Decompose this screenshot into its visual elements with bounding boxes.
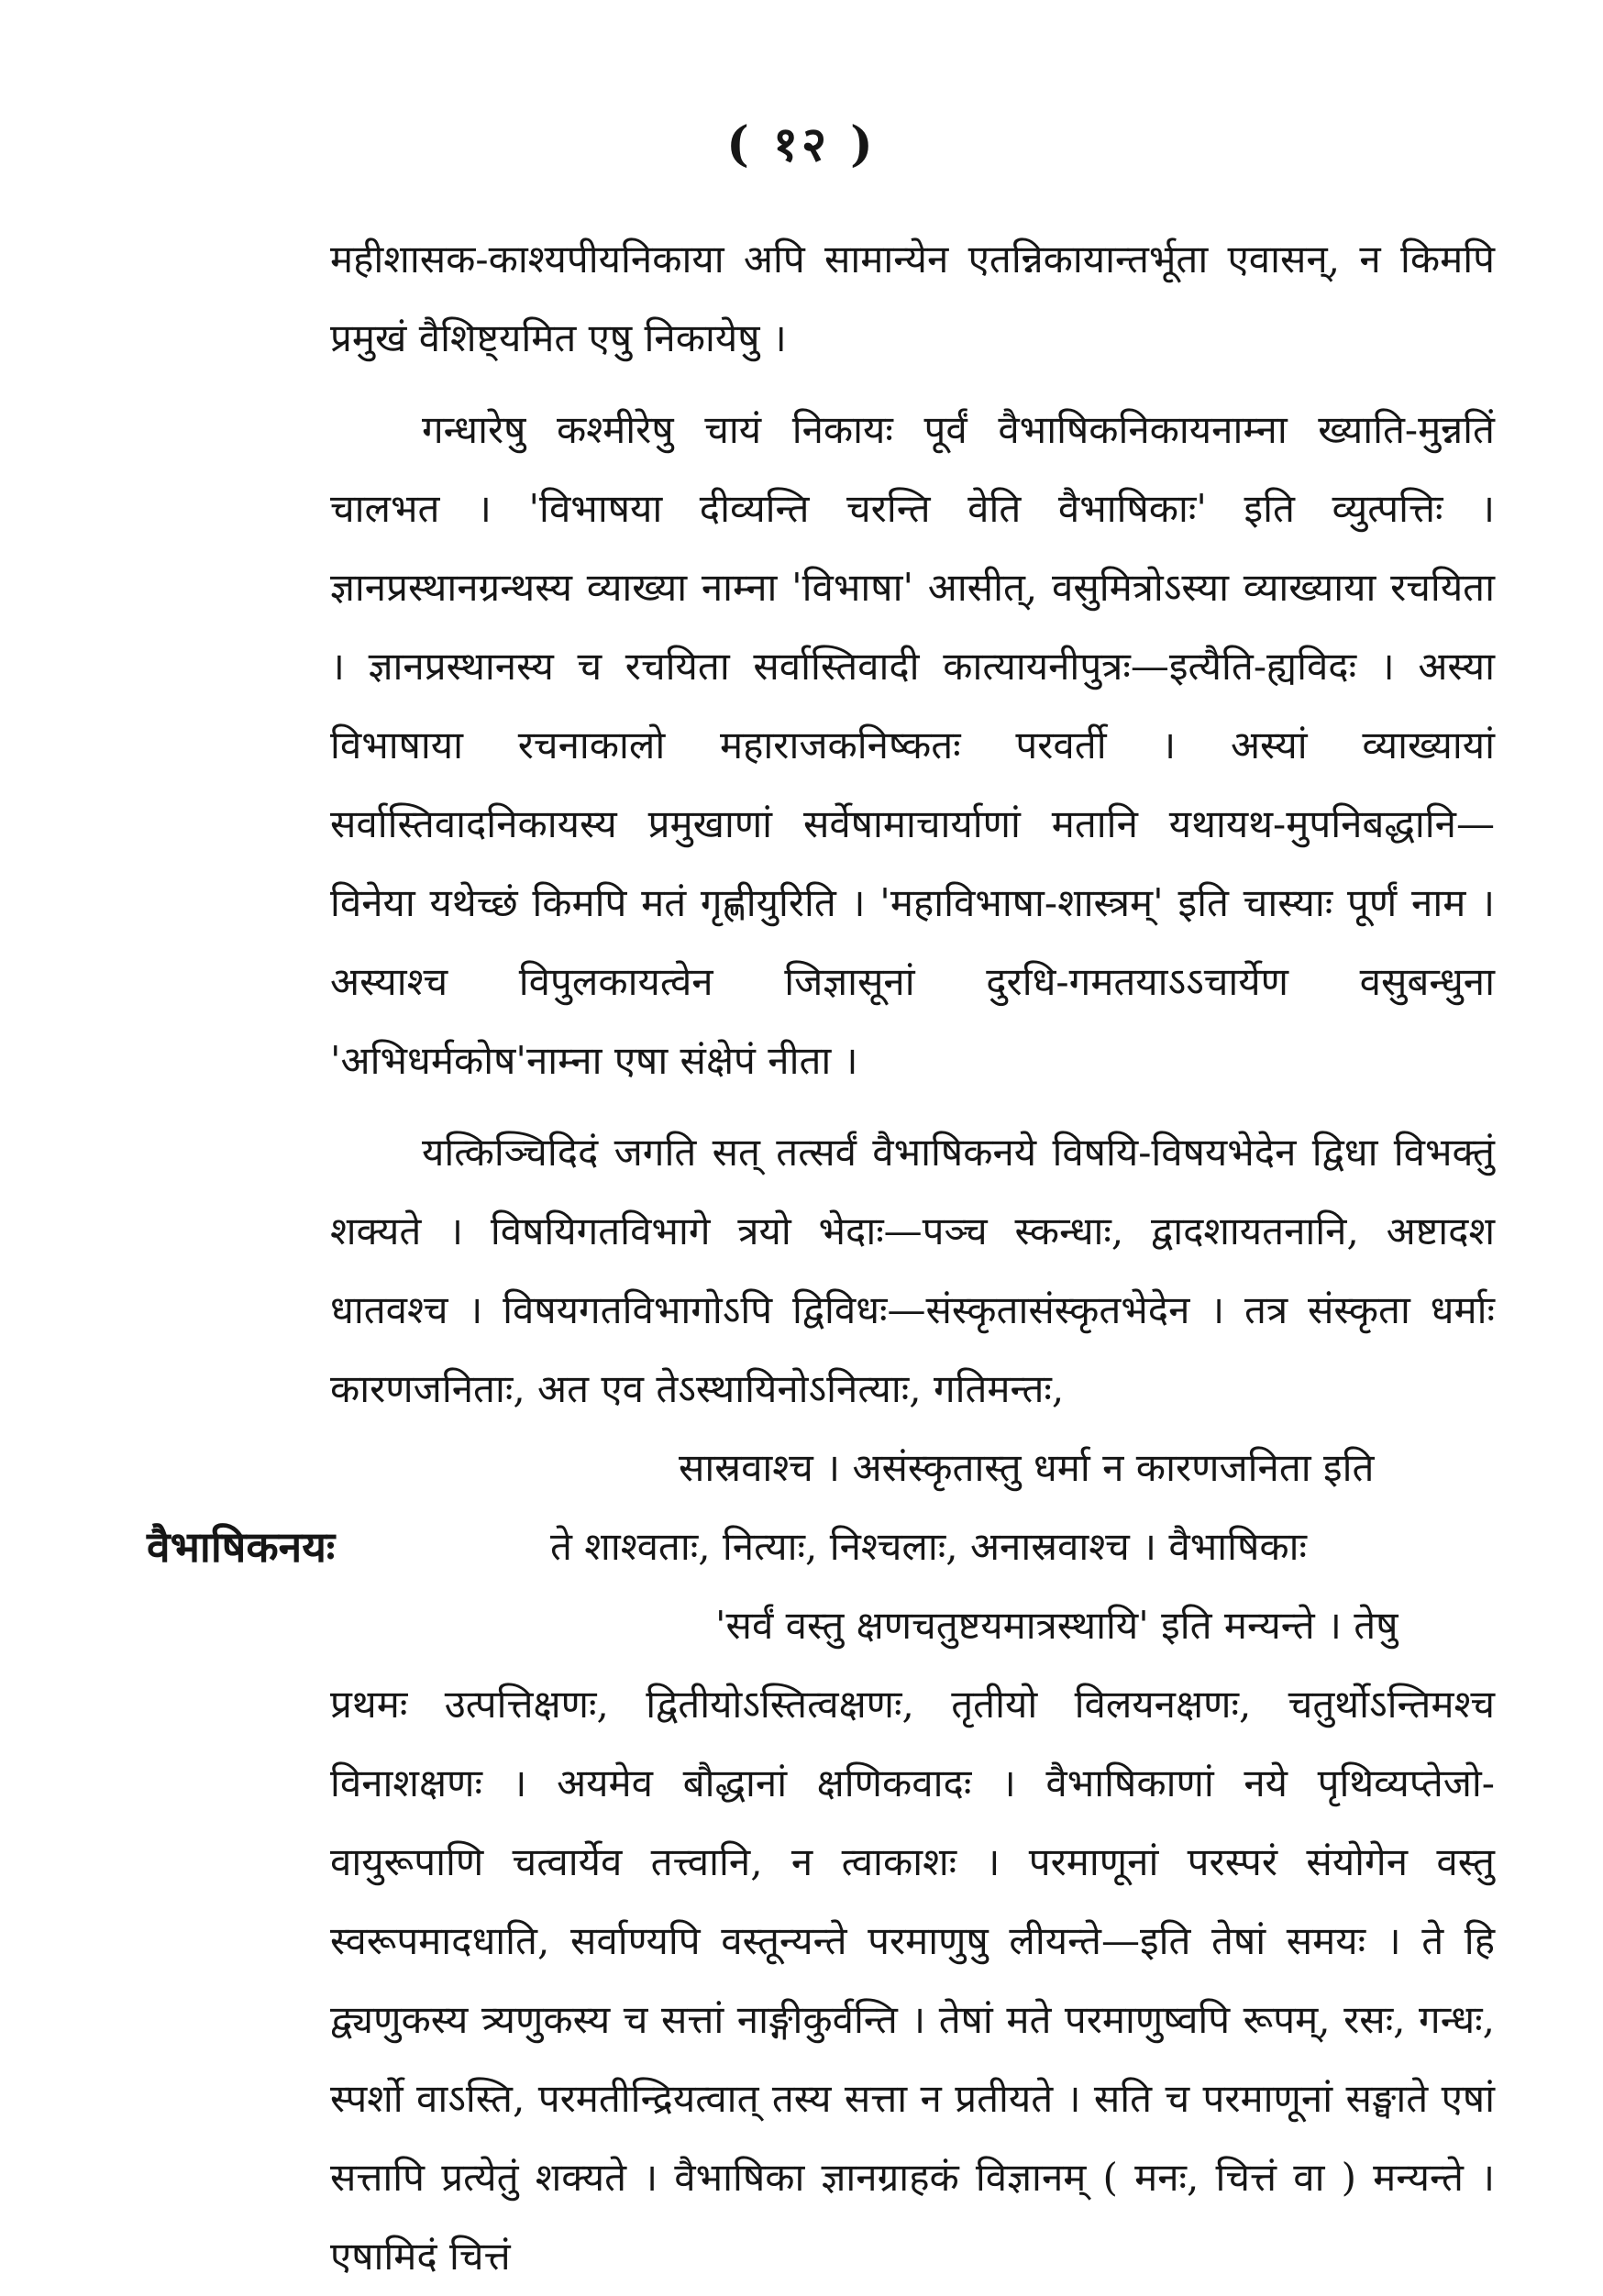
- sidenote-block: [73, 1429, 1495, 1665]
- margin-heading: वैभाषिकनयः: [147, 1522, 336, 1572]
- sidenote-line-1: सास्रवाश्च । असंस्कृतास्तु धर्मा न कारणजनिता इति: [679, 1445, 1375, 1490]
- paragraph-2: गन्धारेषु कश्मीरेषु चायं निकायः पूर्वं वैभाषिकनिकायनाम्ना ख्याति-मुन्नतिं चालभत । 'विभाषया दीव्यन्ति चरन्ति वेति वैभाषिकाः' इति व्युत्पत्तिः । ज्ञानप्रस्थानग्रन्थस्य व्याख्या नाम्ना 'विभाषा' आसीत्, वसुमित्रोऽस्या व्याख्याया रचयिता । ज्ञानप्रस्थानस्य च रचयिता सर्वास्तिवादी कात्यायनीपुत्रः—इत्यैति-ह्यविदः । अस्या विभाषाया रचनाकालो महाराजकनिष्कतः परवर्ती । अस्यां व्याख्यायां सर्वास्तिवादनिकायस्य प्रमुखाणां सर्वेषामाचार्याणां मतानि यथायथ-मुपनिबद्धानि—विनेया यथेच्छं किमपि मतं गृह्णीयुरिति । 'महाविभाषा-शास्त्रम्' इति चास्याः पूर्णं नाम । अस्याश्च विपुलकायत्वेन जिज्ञासूनां दुरधि-गमतयाऽऽचार्येण वसुबन्धुना 'अभिधर्मकोष'नाम्ना एषा संक्षेपं नीता ।: [330, 407, 1495, 1083]
- sidenote-text-3: [73, 1586, 1495, 1665]
- paragraph-3: यत्किञ्चिदिदं जगति सत् तत्सर्वं वैभाषिकनये विषयि-विषयभेदेन द्विधा विभक्तुं शक्यते । विषयिगतविभागे त्रयो भेदाः—पञ्च स्कन्धाः, द्वादशायतनानि, अष्टादश धातवश्च । विषयगतविभागोऽपि द्विविधः—संस्कृतासंस्कृतभेदेन । तत्र संस्कृता धर्माः कारणजनिताः, अत एव तेऽस्थायिनोऽनित्याः, गतिमन्तः,: [330, 1130, 1495, 1411]
- sidenote-text: [73, 1429, 1495, 1507]
- paragraph-1: महीशासक-काश्यपीयनिकाया अपि सामान्येन एतन्निकायान्तर्भूता एवासन्, न किमपि प्रमुखं वैशिष्ट्यमित एषु निकायेषु ।: [330, 237, 1495, 360]
- page-number: ( १२ ): [726, 116, 877, 172]
- paragraph-4: प्रथमः उत्पत्तिक्षणः, द्वितीयोऽस्तित्वक्षणः, तृतीयो विलयनक्षणः, चतुर्थोऽन्तिमश्च विनाशक्षणः । अयमेव बौद्धानां क्षणिकवादः । वैभाषिकाणां नये पृथिव्यप्तेजो-वायुरूपाणि चत्वार्येव तत्त्वानि, न त्वाकाशः । परमाणूनां परस्परं संयोगेन वस्तु स्वरूपमादधाति, सर्वाण्यपि वस्तून्यन्ते परमाणुषु लीयन्ते—इति तेषां समयः । ते हि द्व्यणुकस्य त्र्यणुकस्य च सत्तां नाङ्गीकुर्वन्ति । तेषां मते परमाणुष्वपि रूपम्, रसः, गन्धः, स्पर्शो वाऽस्ति, परमतीन्द्रियत्वात् तस्य सत्ता न प्रतीयते । सति च परमाणूनां सङ्घाते एषां सत्तापि प्रत्येतुं शक्यते । वैभाषिका ज्ञानग्राहकं विज्ञानम् ( मनः, चित्तं वा ) मन्यन्ते । एषामिदं चित्तं: [330, 1682, 1495, 2279]
- sidenote-line-3: 'सर्वं वस्तु क्षणचतुष्टयमात्रस्थायि' इति मन्यन्ते । तेषु: [715, 1603, 1398, 1648]
- body-text: [147, 220, 1495, 2296]
- sidenote-line-2: ते शाश्वताः, नित्याः, निश्चलाः, अनास्रवाश्च । वैभाषिकाः: [550, 1524, 1307, 1569]
